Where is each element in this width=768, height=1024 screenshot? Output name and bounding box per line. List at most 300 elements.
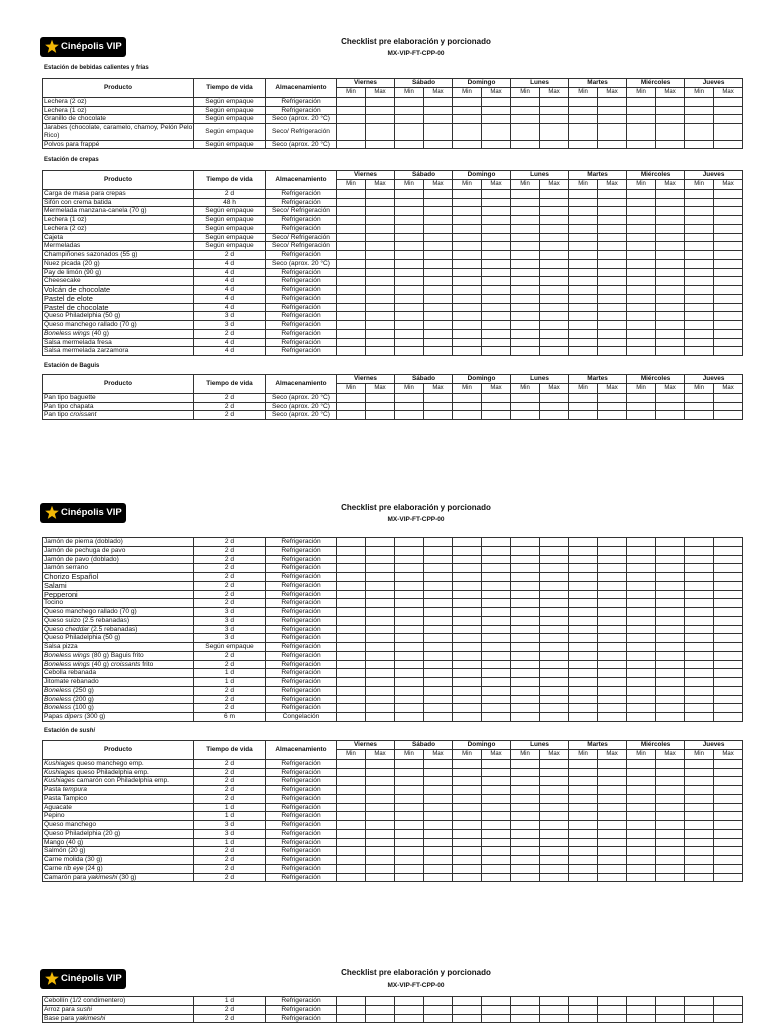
min-cell [337,140,366,149]
italic-term: cheddar [65,625,90,633]
table-row [43,873,743,882]
max-cell [714,704,743,713]
max-cell [366,347,395,356]
max-cell [424,251,453,260]
max-cell [366,625,395,634]
table-row [43,321,743,330]
min-cell [627,97,656,106]
product-cell: Jitomate rebanado [43,678,194,687]
storage-cell: Refrigeración [266,216,337,225]
cinepolis-vip-logo [40,969,126,989]
max-cell [656,829,685,838]
star-icon [44,971,60,987]
max-cell [540,625,569,634]
min-cell [627,847,656,856]
shelf-life-cell: 1 d [194,803,266,812]
min-cell [511,329,540,338]
min-cell [569,277,598,286]
star-icon [44,505,60,521]
table-row [43,233,743,242]
max-cell [656,669,685,678]
min-cell [569,321,598,330]
min-cell [511,303,540,312]
day-header: Miércoles [627,171,685,180]
min-cell [685,786,714,795]
min-cell [453,759,482,768]
day-header: Domingo [453,375,511,384]
max-cell [598,251,627,260]
min-header: Min [627,384,656,393]
italic-term: Boneless [44,704,72,712]
product-cell: Pepperoni [43,590,194,599]
max-cell [366,242,395,251]
max-cell [540,864,569,873]
column-header-product: Producto [43,171,194,190]
max-cell [656,1014,685,1023]
document-title: Checklist pre elaboración y porcionado [341,503,491,512]
max-cell [714,140,743,149]
max-cell [540,856,569,865]
max-cell [540,599,569,608]
shelf-life-cell: 3 d [194,821,266,830]
min-cell [511,97,540,106]
product-cell: Champiñones sazonados (55 g) [43,251,194,260]
day-header: Martes [569,171,627,180]
max-cell [424,643,453,652]
max-cell [540,660,569,669]
max-cell [656,338,685,347]
min-cell [337,294,366,303]
shelf-life-cell: 2 d [194,660,266,669]
min-cell [569,803,598,812]
max-header: Max [598,180,627,189]
table-row [43,573,743,582]
min-cell [569,555,598,564]
max-cell [366,590,395,599]
min-cell [511,669,540,678]
max-cell [540,669,569,678]
max-cell [714,294,743,303]
product-cell: Mango (40 g) [43,838,194,847]
max-cell [482,608,511,617]
shelf-life-cell: 2 d [194,393,266,402]
min-cell [685,777,714,786]
min-cell [511,115,540,124]
checklist-table-continued [42,996,742,1023]
min-cell [337,759,366,768]
max-cell [598,294,627,303]
max-cell [482,277,511,286]
min-cell [395,660,424,669]
min-cell [337,538,366,547]
max-cell [366,634,395,643]
max-cell [482,821,511,830]
column-header-shelf-life: Tiempo de vida [194,171,266,190]
min-cell [453,233,482,242]
max-cell [598,803,627,812]
min-cell [685,207,714,216]
storage-cell: Refrigeración [266,573,337,582]
product-cell: Aguacate [43,803,194,812]
min-cell [337,713,366,722]
min-cell [453,794,482,803]
max-cell [598,864,627,873]
max-cell [598,233,627,242]
max-cell [540,216,569,225]
min-cell [453,634,482,643]
max-cell [656,329,685,338]
min-cell [453,140,482,149]
section-title: Estación de sushi [44,728,96,734]
min-cell [569,347,598,356]
max-cell [482,812,511,821]
max-cell [598,106,627,115]
min-cell [685,625,714,634]
min-cell [511,268,540,277]
min-cell [685,124,714,141]
max-cell [424,338,453,347]
min-cell [337,303,366,312]
max-cell [656,1005,685,1014]
max-cell [598,873,627,882]
max-header: Max [598,88,627,97]
storage-cell: Refrigeración [266,625,337,634]
max-cell [482,786,511,795]
product-cell: Boneless (200 g) [43,695,194,704]
max-cell [540,1005,569,1014]
min-cell [453,616,482,625]
max-cell [656,625,685,634]
min-cell [569,393,598,402]
min-cell [569,97,598,106]
min-cell [337,625,366,634]
max-cell [598,216,627,225]
checklist-table-continued [42,537,742,722]
max-cell [366,312,395,321]
max-cell [540,695,569,704]
max-cell [424,590,453,599]
min-cell [337,233,366,242]
max-cell [424,660,453,669]
min-cell [569,411,598,420]
min-header: Min [569,384,598,393]
product-cell: Salsa pizza [43,643,194,652]
min-cell [395,1005,424,1014]
table-row [43,207,743,216]
table-row [43,651,743,660]
product-cell: Salmón (20 g) [43,847,194,856]
table-header-row [43,741,743,750]
max-cell [482,590,511,599]
min-cell [511,124,540,141]
max-header: Max [598,750,627,759]
max-cell [656,660,685,669]
min-header: Min [395,180,424,189]
min-cell [685,660,714,669]
min-cell [511,608,540,617]
column-header-shelf-life: Tiempo de vida [194,79,266,98]
min-cell [569,864,598,873]
min-cell [511,997,540,1006]
max-cell [424,402,453,411]
table-row [43,312,743,321]
max-cell [714,873,743,882]
max-cell [656,198,685,207]
min-cell [685,140,714,149]
min-cell [569,829,598,838]
table-row [43,704,743,713]
min-cell [627,402,656,411]
max-cell [366,864,395,873]
product-cell: Pasta tempura [43,786,194,795]
italic-term: Kushiages [44,768,75,776]
max-cell [482,643,511,652]
shelf-life-cell: 2 d [194,695,266,704]
max-header: Max [598,384,627,393]
day-header: Domingo [453,79,511,88]
max-cell [714,625,743,634]
max-cell [598,124,627,141]
table-row [43,189,743,198]
min-cell [337,251,366,260]
max-cell [540,777,569,786]
product-cell: Mermelada manzana-canela (70 g) [43,207,194,216]
max-cell [714,268,743,277]
max-cell [424,224,453,233]
shelf-life-cell: Según empaque [194,233,266,242]
table-header-row [43,375,743,384]
min-cell [569,242,598,251]
max-cell [482,873,511,882]
shelf-life-cell: 4 d [194,294,266,303]
max-cell [366,338,395,347]
product-cell: Queso cheddar (2.5 rebanadas) [43,625,194,634]
max-cell [482,777,511,786]
max-cell [424,286,453,295]
storage-cell: Refrigeración [266,303,337,312]
min-cell [395,140,424,149]
max-cell [714,856,743,865]
min-cell [627,189,656,198]
column-header-product: Producto [43,375,194,394]
max-cell [714,1014,743,1023]
table-row [43,115,743,124]
max-cell [424,686,453,695]
min-cell [395,124,424,141]
min-cell [395,616,424,625]
storage-cell: Seco/ Refrigeración [266,124,337,141]
min-cell [511,660,540,669]
max-cell [366,704,395,713]
max-cell [540,312,569,321]
max-cell [482,997,511,1006]
storage-cell: Refrigeración [266,686,337,695]
day-header: Miércoles [627,375,685,384]
max-cell [424,651,453,660]
min-cell [627,651,656,660]
min-cell [569,189,598,198]
max-cell [366,660,395,669]
table-row [43,864,743,873]
shelf-life-cell: 3 d [194,829,266,838]
min-cell [453,997,482,1006]
min-cell [395,97,424,106]
min-cell [337,821,366,830]
min-cell [395,259,424,268]
min-cell [627,538,656,547]
min-cell [337,259,366,268]
max-cell [540,686,569,695]
document-code: MX-VIP-FT-CPP-00 [387,50,445,57]
max-header: Max [656,384,685,393]
product-cell: Pastel de chocolate [43,303,194,312]
product-cell: Salsa mermelada zarzamora [43,347,194,356]
max-cell [540,564,569,573]
max-cell [714,402,743,411]
min-header: Min [569,750,598,759]
table-row [43,538,743,547]
max-cell [714,777,743,786]
max-cell [714,242,743,251]
max-cell [540,643,569,652]
storage-cell: Refrigeración [266,268,337,277]
storage-cell: Seco/ Refrigeración [266,242,337,251]
max-cell [598,608,627,617]
shelf-life-cell: 2 d [194,251,266,260]
max-cell [482,803,511,812]
storage-cell: Refrigeración [266,106,337,115]
min-cell [337,124,366,141]
table-row [43,695,743,704]
max-cell [482,1014,511,1023]
min-cell [453,321,482,330]
max-header: Max [482,88,511,97]
min-cell [337,581,366,590]
storage-cell: Refrigeración [266,669,337,678]
table-row [43,251,743,260]
product-cell: Queso suizo (2.5 rebanadas) [43,616,194,625]
max-cell [540,277,569,286]
max-cell [714,555,743,564]
min-cell [627,759,656,768]
max-cell [482,838,511,847]
min-cell [337,768,366,777]
min-cell [453,546,482,555]
min-cell [511,803,540,812]
max-cell [714,847,743,856]
max-cell [656,277,685,286]
max-cell [482,634,511,643]
day-header: Sábado [395,79,453,88]
min-cell [685,599,714,608]
table-row [43,242,743,251]
min-cell [337,347,366,356]
max-cell [656,838,685,847]
shelf-life-cell: 2 d [194,1014,266,1023]
shelf-life-cell: Según empaque [194,643,266,652]
max-cell [656,140,685,149]
min-cell [569,303,598,312]
min-cell [395,794,424,803]
shelf-life-cell: 2 d [194,1005,266,1014]
min-cell [569,1005,598,1014]
shelf-life-cell: 3 d [194,625,266,634]
shelf-life-cell: Según empaque [194,97,266,106]
max-cell [482,581,511,590]
product-cell: Lechera (1 oz) [43,216,194,225]
max-cell [714,599,743,608]
column-header-storage: Almacenamiento [266,741,337,760]
min-cell [395,115,424,124]
min-cell [685,590,714,599]
max-cell [598,678,627,687]
min-cell [569,704,598,713]
min-cell [511,856,540,865]
max-cell [366,198,395,207]
shelf-life-cell: 2 d [194,411,266,420]
day-header: Sábado [395,171,453,180]
min-header: Min [453,180,482,189]
max-cell [366,608,395,617]
max-cell [424,294,453,303]
min-cell [511,411,540,420]
min-cell [627,224,656,233]
min-cell [337,997,366,1006]
max-cell [714,829,743,838]
min-cell [511,286,540,295]
min-cell [395,821,424,830]
min-cell [511,189,540,198]
max-cell [714,216,743,225]
min-cell [685,1014,714,1023]
min-cell [627,768,656,777]
max-cell [598,312,627,321]
max-cell [714,686,743,695]
max-cell [366,821,395,830]
max-cell [598,786,627,795]
min-cell [627,669,656,678]
min-header: Min [569,180,598,189]
min-cell [395,678,424,687]
max-cell [366,393,395,402]
product-cell: Queso manchego rallado (70 g) [43,608,194,617]
min-cell [453,411,482,420]
product-cell: Arroz para sushi [43,1005,194,1014]
day-header: Lunes [511,171,569,180]
storage-cell: Refrigeración [266,97,337,106]
max-cell [598,581,627,590]
min-cell [569,286,598,295]
max-cell [482,251,511,260]
min-cell [569,329,598,338]
max-cell [598,347,627,356]
max-cell [540,259,569,268]
max-cell [540,329,569,338]
max-cell [714,189,743,198]
min-cell [453,821,482,830]
max-cell [366,411,395,420]
min-cell [627,794,656,803]
max-cell [540,997,569,1006]
max-cell [656,812,685,821]
max-cell [540,555,569,564]
shelf-life-cell: 2 d [194,590,266,599]
max-header: Max [540,750,569,759]
product-cell: Pan tipo baguette [43,393,194,402]
italic-term: croissants [110,660,141,668]
max-cell [366,1005,395,1014]
shelf-life-cell: 2 d [194,599,266,608]
